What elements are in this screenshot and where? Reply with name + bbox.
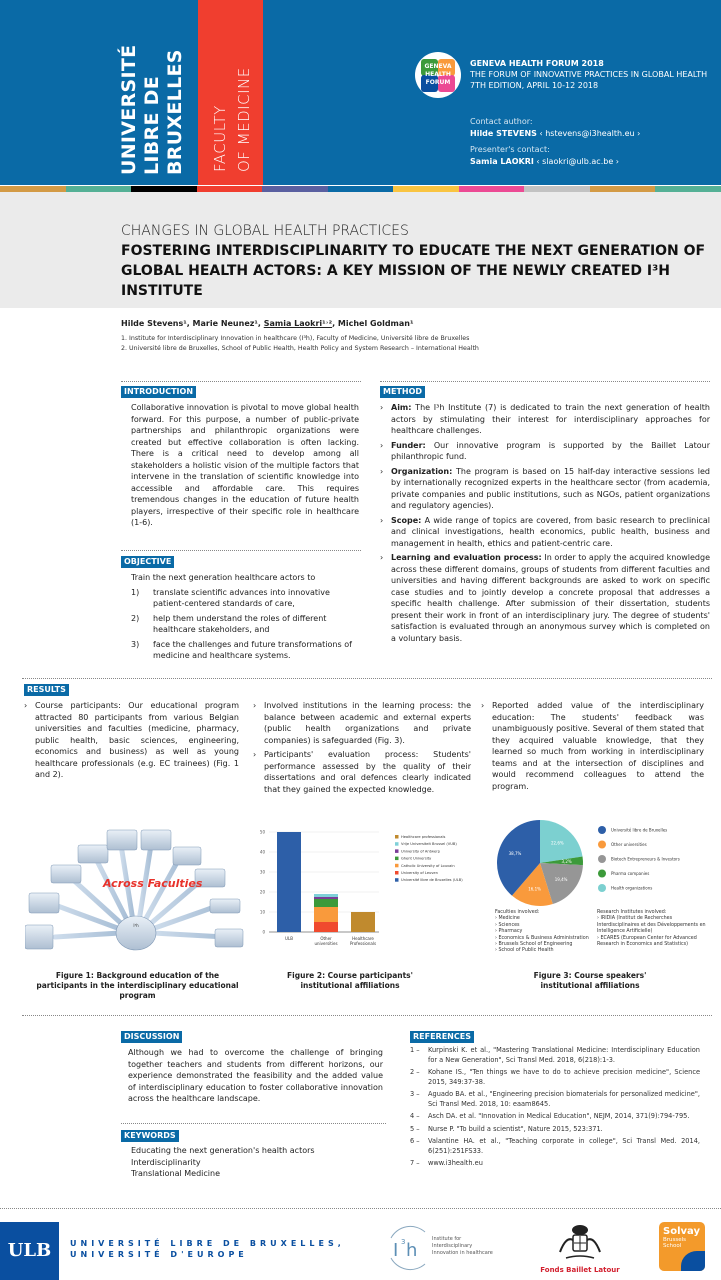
svg-text:40: 40 <box>259 849 265 855</box>
ulb-wordmark-line-1: UNIVERSITÉ LIBRE DE BRUXELLES, <box>70 1239 345 1248</box>
ulb-wordmark <box>70 1238 345 1260</box>
faculty-line-2: OF MEDICINE <box>235 67 253 172</box>
reference-item: 4 – Asch DA. et al. "Innovation in Medical Education", NEJM, 2014, 371(9):794-795. <box>410 1112 690 1120</box>
ulb-logo-icon: ULB <box>0 1222 59 1280</box>
svg-text:Other: Other <box>320 936 332 941</box>
authors-part: , Michel Goldman¹ <box>332 319 414 328</box>
list-item: › Pharmacy <box>495 929 523 935</box>
method-item-learning: › Learning and evaluation process: In order to apply the acquired knowledge across these different domains, groups of students from different faculties and universities and having different backgrounds are asked to work on specific case studies and to jointly develop a concrete proposal that addresses a specific health challenge. After submission of their dissertation, students present their work in front of an interdisciplinary jury. The degree of students' satisfaction is evaluated through an anonymous survey which is completed on a voluntary basis. <box>380 552 710 644</box>
solvay-logo <box>659 1222 705 1271</box>
keyword: Educating the next generation's health actors <box>131 1146 315 1155</box>
svg-text:50: 50 <box>259 830 265 835</box>
results-col-1 <box>24 700 239 784</box>
poster-title: FOSTERING INTERDISCIPLINARITY TO EDUCATE THE NEXT GENERATION OF GLOBAL HEALTH ACTORS: A KEY MISSION OF THE NEWLY CREATED I³H INSTITUTE <box>121 243 706 299</box>
contact-author-name: Hilde STEVENS <box>470 128 537 138</box>
affiliation-1: 1. Institute for Interdisciplinary Innovation in healthcare (I³h), Faculty of Medicine, Université libre de Bruxelles <box>121 335 470 342</box>
poster-header <box>0 0 721 182</box>
svg-text:Université libre de Bruxelles: Université libre de Bruxelles <box>611 827 668 833</box>
svg-text:University of Antwerp: University of Antwerp <box>401 849 440 854</box>
divider <box>22 1015 712 1016</box>
forum-name: GENEVA HEALTH FORUM 2018 <box>470 59 604 68</box>
list-item: › IRIDIA (Institut de Recherches Interdisciplinaires et des Développements en Intelligence Artificielle) <box>597 916 706 935</box>
svg-text:38,7%: 38,7% <box>508 851 522 857</box>
results-item: › Reported added value of the interdisciplinary education: The students' feedback was unambiguously positive. Several of them stated that they acquired valuable knowledge, that they learned so much from working in interdisciplinary teams and at the intersection of disciplines and would recommend colleagues to attend the program. <box>481 700 704 792</box>
keywords-list <box>131 1145 381 1180</box>
solvay-name: Solvay <box>663 1226 700 1237</box>
affiliation-2: 2. Université libre de Bruxelles, School of Public Health, Health Policy and System Research – International Health <box>121 345 479 352</box>
ulb-vertical-wordmark <box>118 44 194 175</box>
method-list <box>380 402 710 644</box>
list-item: › Economics & Business Administration <box>495 935 589 941</box>
objective-list <box>131 587 359 662</box>
reference-item: 7 – www.i3health.eu <box>410 1159 483 1167</box>
svg-text:Biotech Entrepreneurs & Invest: Biotech Entrepreneurs & Investors <box>611 856 680 862</box>
svg-text:Other universities: Other universities <box>611 842 647 847</box>
results-item: › Involved institutions in the learning process: the balance between academic and external experts (public health organizations and private companies) is safeguarded (Fig. 3). <box>253 700 471 746</box>
institutes-title: Research Institutes involved: <box>597 910 667 915</box>
faculty-line-1: FACULTY <box>211 105 229 172</box>
references-list <box>410 1046 700 1169</box>
references-heading: REFERENCES <box>410 1031 474 1043</box>
svg-text:University of Leuven: University of Leuven <box>401 871 438 875</box>
svg-text:I: I <box>393 1240 399 1261</box>
objective-item: 1) translate scientific advances into innovative patient-centered standards of care, <box>131 587 330 608</box>
faculty-band <box>198 0 263 182</box>
list-item: › School of Public Health <box>495 948 554 954</box>
svg-text:Healthcare professionals: Healthcare professionals <box>401 835 446 839</box>
header-underline <box>0 182 721 185</box>
svg-text:I³h: I³h <box>133 923 139 928</box>
forum-logo-word: GENEVA <box>424 63 452 70</box>
figure-1-caption: Figure 1: Background education of the participants in the interdisciplinary educational program <box>36 971 239 1000</box>
forum-tagline: THE FORUM OF INNOVATIVE PRACTICES IN GLOBAL HEALTH <box>470 70 708 79</box>
faculties-involved <box>495 910 605 955</box>
figure-2-bar-chart <box>255 830 480 960</box>
discussion-text: Although we had to overcome the challenge of bringing together teachers and students from different horizons, our experience demonstrated the feasibility and the added value of interdisciplinary education to foster collaborative innovation across the healthcare landscape. <box>128 1048 383 1103</box>
introduction-heading: INTRODUCTION <box>121 386 196 398</box>
solvay-sub: Brussels School <box>663 1237 687 1249</box>
divider <box>22 678 712 679</box>
reference-item: 5 – Nurse P. "To build a scientist", Nature 2015, 523:371. <box>410 1124 603 1133</box>
list-item: › Medicine <box>495 916 520 922</box>
introduction-text: Collaborative innovation is pivotal to move global health forward. For this purpose, a number of public-private partnerships and philanthropic organizations were created but effective collaboration is often lacking. There is a critical need to develop among all stakeholders a holistic vision of the multiple factors that intervene in the translation of scientific knowledge into accessible and affordable care. This requires tremendous changes in the education of future health players, irrespective of their specific role in healthcare (1-6). <box>131 403 359 527</box>
svg-text:universities: universities <box>314 941 338 946</box>
author-list <box>121 319 413 328</box>
figure-3-pie-chart <box>495 818 720 908</box>
fonds-baillet-latour-logo <box>535 1222 625 1274</box>
institutes-involved <box>597 910 715 948</box>
references-section <box>410 1046 700 1172</box>
svg-text:ULB: ULB <box>285 936 293 941</box>
svg-text:Ghent University: Ghent University <box>401 856 432 861</box>
results-heading: RESULTS <box>24 684 69 696</box>
results-item: › Participants' evaluation process: Students' performance assessed by the quality of their dissertations and oral defences clearly indicated that they gained the expected knowledge. <box>253 749 471 795</box>
reference-item: 1 – Kurpinski K. et al., "Mastering Translational Medicine: Interdisciplinary Education for a New Generation", Sci Transl Med. 2018, 6(218):1-3. <box>410 1046 700 1064</box>
list-item: › Sciences <box>495 922 520 928</box>
forum-logo-word: HEALTH <box>425 71 451 78</box>
figure-2-caption: Figure 2: Course participants' institutional affiliations <box>287 971 413 990</box>
svg-text:22,6%: 22,6% <box>551 840 564 846</box>
svg-text:3,2%: 3,2% <box>561 859 572 865</box>
presenter-email[interactable]: ‹ slaokri@ulb.ac.be › <box>536 156 619 166</box>
keyword: Translational Medicine <box>131 1169 220 1178</box>
poster-kicker: CHANGES IN GLOBAL HEALTH PRACTICES <box>121 223 409 239</box>
ulb-wordmark-line-2: UNIVERSITÉ D'EUROPE <box>70 1250 248 1259</box>
ulb-line-2: LIBRE DE <box>141 75 163 175</box>
method-item-aim: › Aim: The I³h Institute (7) is dedicated to train the next generation of health actors by stimulating their interest for interdisciplinary approaches for healthcare challenges. <box>380 402 710 437</box>
contact-info <box>470 116 640 167</box>
method-item-scope: › Scope: A wide range of topics are covered, from basic research to preclinical and clinical investigations, health economics, public health, business and management in health, ethics and patient-centric care. <box>380 515 710 550</box>
svg-text:Health organizations: Health organizations <box>611 885 653 891</box>
method-item-organization: › Organization: The program is based on 15 half-day interactive sessions led by internationally recognized experts in the healthcare sector (from academia, private companies and public institutions, such as NGOs, patient organizations and regulatory agencies). <box>380 466 710 512</box>
printer-note <box>709 1090 715 1180</box>
divider <box>380 381 710 382</box>
divider <box>121 1123 386 1124</box>
reference-item: 3 – Aguado BA. et al., "Engineering precision biomaterials for personalized medicine", Sci Transl Med. 2018, 10: eaam8645. <box>410 1090 700 1108</box>
faculty-fan-diagram-icon <box>25 825 245 955</box>
svg-text:Catholic University of Louvain: Catholic University of Louvain <box>401 863 455 868</box>
results-col-3 <box>481 700 704 795</box>
forum-info <box>470 58 707 91</box>
svg-text:Healthcare: Healthcare <box>352 936 374 941</box>
list-item: › Brussels School of Engineering <box>495 942 573 948</box>
results-item: › Course participants: Our educational program attracted 80 participants from various Belgian universities and faculties (medicine, pharmacy, public health, basic sciences, engineering, economics and business) as well as young healthcare professionals (e.g. EC trainees) (Fig. 1 and 2). <box>24 700 239 781</box>
svg-text:3: 3 <box>401 1238 406 1246</box>
presenter-name: Samia LAOKRI <box>470 156 534 166</box>
i3h-line: Innovation in healthcare <box>432 1250 493 1256</box>
contact-author-label: Contact author: <box>470 117 533 126</box>
i3h-logo-icon <box>383 1222 433 1272</box>
forum-edition: 7TH EDITION, APRIL 10-12 2018 <box>470 81 599 90</box>
svg-text:Professionals: Professionals <box>349 941 377 946</box>
presenting-author: Samia Laokri¹˒² <box>263 319 333 328</box>
method-section <box>380 402 710 647</box>
i3h-line: Interdisciplinary <box>432 1243 473 1249</box>
i3h-line: Institute for <box>432 1236 462 1242</box>
figure-3-caption: Figure 3: Course speakers' institutional affiliations <box>533 971 647 990</box>
svg-text:h: h <box>406 1240 418 1261</box>
objective-heading: OBJECTIVE <box>121 556 174 568</box>
svg-text:20: 20 <box>259 889 265 895</box>
method-heading: METHOD <box>380 386 425 398</box>
footer-divider <box>0 1208 721 1209</box>
authors-part: Hilde Stevens¹, Marie Neunez¹, <box>121 319 264 328</box>
method-item-funder: › Funder: Our innovative program is supported by the Baillet Latour philanthropic fund. <box>380 440 710 463</box>
faculties-title: Faculties involved: <box>495 910 540 915</box>
i3h-wordmark <box>432 1236 493 1257</box>
svg-text:30: 30 <box>259 869 265 875</box>
svg-text:Pharma companies: Pharma companies <box>611 871 650 876</box>
divider <box>121 550 361 551</box>
svg-text:10: 10 <box>259 909 265 915</box>
list-item: › ECARES (European Center for Advanced Research in Economics and Statistics) <box>597 935 697 948</box>
geneva-health-forum-logo-icon <box>415 52 461 98</box>
svg-text:Vrije Universiteit Brussel (VU: Vrije Universiteit Brussel (VUB) <box>401 842 457 847</box>
objective-section <box>131 572 359 665</box>
keywords-heading: KEYWORDS <box>121 1130 179 1142</box>
svg-text:19,4%: 19,4% <box>554 876 568 882</box>
objective-intro: Train the next generation healthcare actors to <box>131 573 316 582</box>
results-col-2 <box>253 700 471 798</box>
svg-text:0: 0 <box>262 929 265 935</box>
reference-item: 2 – Kohane IS., "Ten things we have to do to achieve precision medicine", Science 2015, 349:37-38. <box>410 1068 700 1086</box>
crest-icon <box>556 1222 604 1262</box>
keyword: Interdisciplinarity <box>131 1157 201 1167</box>
reference-item: 6 – Valantine HA. et al., "Teaching corporate in college", Sci Transl Med. 2014, 6(251):251FS33. <box>410 1137 700 1155</box>
discussion-heading: DISCUSSION <box>121 1031 182 1043</box>
across-faculties-banner: Across Faculties <box>103 877 203 890</box>
divider <box>121 381 361 382</box>
contact-author-email[interactable]: ‹ hstevens@i3health.eu › <box>539 128 641 138</box>
objective-item: 2) help them understand the roles of different healthcare stakeholders, and <box>131 613 327 634</box>
objective-item: 3) face the challenges and future transformations of medicine and healthcare systems. <box>131 639 352 660</box>
figure-1-diagram <box>25 825 245 955</box>
svg-text:16,1%: 16,1% <box>528 886 541 892</box>
ulb-line-3: BRUXELLES <box>164 49 186 175</box>
baillet-name: Fonds Baillet Latour <box>540 1266 620 1274</box>
affiliations <box>121 334 479 354</box>
ulb-line-1: UNIVERSITÉ <box>118 44 140 175</box>
forum-logo-word: FORUM <box>425 79 451 86</box>
presenter-label: Presenter's contact: <box>470 145 550 154</box>
svg-text:Université libre de Bruxelles: Université libre de Bruxelles (ULB) <box>401 878 463 883</box>
